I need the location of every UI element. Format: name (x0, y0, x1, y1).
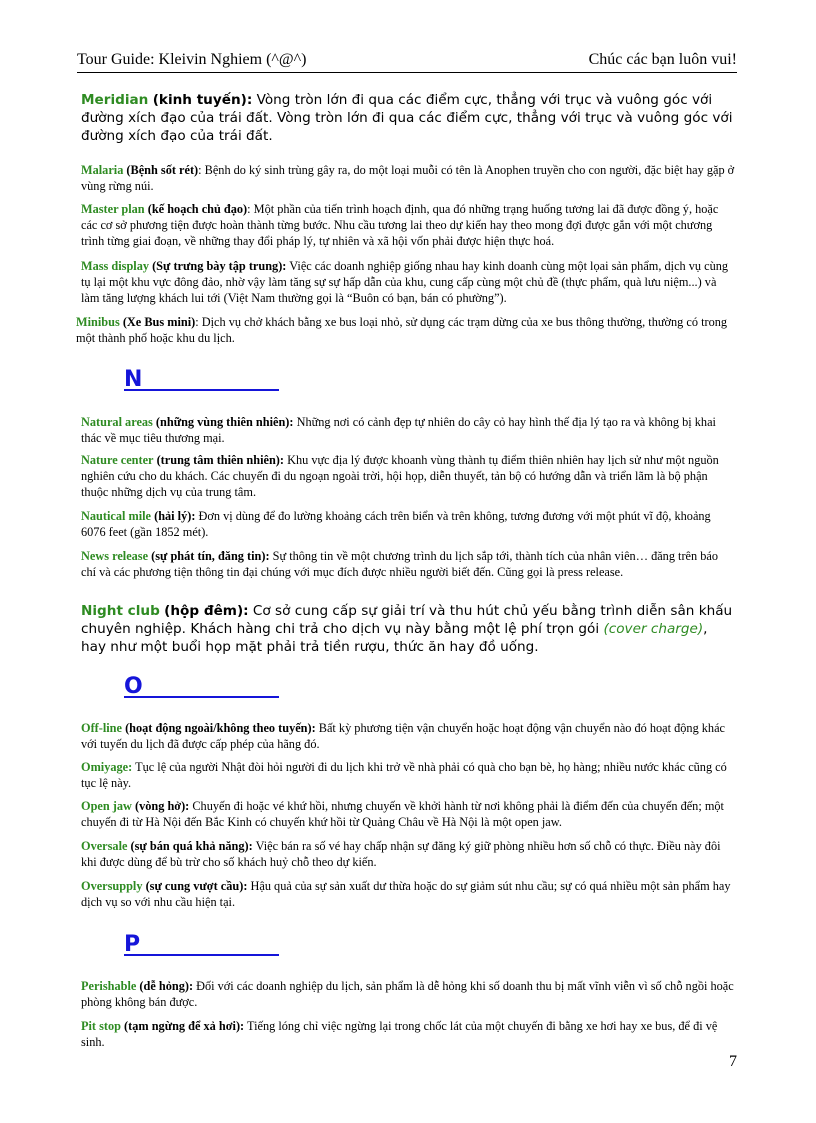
entry-translation: (sự phát tín, đăng tin): (151, 549, 270, 563)
glossary-entry-perishable (81, 978, 736, 1010)
entry-term: Mass display (81, 259, 149, 273)
entry-term: Oversale (81, 839, 128, 853)
glossary-entry-nautical-mile (81, 508, 736, 540)
glossary-entry-omiyage (81, 759, 736, 791)
glossary-entry-open-jaw (81, 798, 736, 830)
entry-term: Pit stop (81, 1019, 121, 1033)
entry-term: Master plan (81, 202, 145, 216)
section-heading-o (124, 676, 279, 698)
glossary-entry-meridian (81, 91, 736, 145)
entry-definition: : Dịch vụ chở khách bằng xe bus loại nhỏ, sử dụng các trạm dừng của xe bus thông thường, thường có trong một thành phố hoặc khu du lịch. (76, 315, 728, 345)
entry-definition: Đơn vị dùng để đo lường khoảng cách trên biển và trên không, tương đương với một phút vĩ độ, khoảng 6076 feet (gần 1852 mét). (81, 509, 711, 539)
entry-definition: Những nơi có cảnh đẹp tự nhiên do cây cỏ hay hình thế địa lý tạo ra và không bị khai thác về mục tiêu thương mại. (81, 415, 716, 445)
glossary-entry-nature-center (81, 452, 736, 500)
entry-definition: Việc bán ra số vé hay chấp nhận sự đăng ký giữ phòng nhiều hơn số chỗ có thực. Điều này đôi khi được dùng để bù trừ cho số khách huỷ chỗ theo dự kiến. (81, 839, 721, 869)
entry-italic-note: (cover charge) (603, 621, 704, 637)
entry-term: Open jaw (81, 799, 132, 813)
section-heading-n (124, 369, 279, 391)
entry-term: Minibus (76, 315, 120, 329)
section-heading-p (124, 934, 279, 956)
entry-definition: Hậu quả của sự sản xuất dư thừa hoặc do sự giảm sút nhu cầu; sự có quá nhiều một sản phẩm hay dịch vụ so với nhu cầu hiện tại. (81, 879, 731, 909)
glossary-entry-oversale (81, 838, 736, 870)
entry-definition: Cơ sở cung cấp sự giải trí và thu hút chủ yếu bằng trình diễn sân khấu chuyên nghiệp. Khách hàng chi trả cho dịch vụ này bằng một lệ phí trọn gói (81, 603, 733, 637)
entry-term: Natural areas (81, 415, 153, 429)
entry-definition: Vòng tròn lớn đi qua các điểm cực, thẳng với trục và vuông góc với đường xích đạo của trái đất. Vòng tròn lớn đi qua các điểm cực, thẳng với trục và vuông góc với đường xích đạo của trái đất. (81, 92, 733, 144)
entry-translation: (kế hoạch chủ đạo) (147, 202, 248, 216)
entry-term: Meridian (81, 92, 149, 108)
glossary-entry-master-plan (81, 201, 736, 249)
entry-definition: Khu vực địa lý được khoanh vùng thành tụ điểm thiên nhiên hay lịch sử như một nguồn nghiên cứu cho du khách. Các chuyến đi du ngoạn ngoài trời, hội họp, diễn thuyết, tản bộ có hướng dẫn và triển lãm là bộ phận thuộc những dịch vụ của trung tâm. (81, 453, 719, 499)
entry-definition: Sự thông tin về một chương trình du lịch sắp tới, thành tích của nhân viên… đăng trên báo chí và các phương tiện thông tin đại chúng với mục đích được nhiều người biết đến. Cũng gọi là press release. (81, 549, 718, 579)
entry-definition: : Một phần của tiến trình hoạch định, qua đó những trạng huống tương lai đã được đồng ý, hoặc các cơ sở phương tiện được hoàn thành từng bước. Nhu cầu tương lai theo dự kiến hay theo mong đợi được gắn với một chương trình từng giai đoạn, về những thay đổi pháp lý, tự nhiên và xã hội vốn phải được hiện thực hoá. (81, 202, 719, 248)
glossary-entry-off-line (81, 720, 736, 752)
entry-definition-cont: , hay như một buổi họp mặt phải trả tiền rượu, thức ăn hay đồ uống. (81, 621, 708, 655)
entry-translation: (sự cung vượt cầu): (145, 879, 248, 893)
entry-term: Nature center (81, 453, 154, 467)
page-number: 7 (729, 1053, 737, 1070)
entry-definition: Tiếng lóng chỉ việc ngừng lại trong chốc lát của một chuyến đi bằng xe hơi hay xe bus, để đi vệ sinh. (81, 1019, 718, 1049)
glossary-entry-news-release (81, 548, 736, 580)
glossary-entry-pit-stop (81, 1018, 736, 1050)
section-letter: N (124, 367, 143, 392)
glossary-entry-minibus (76, 314, 738, 346)
entry-translation: (Bệnh sốt rét) (126, 163, 199, 177)
entry-translation: (sự bán quá khả năng): (130, 839, 253, 853)
entry-definition: Tục lệ của người Nhật đòi hỏi người đi du lịch khi trở về nhà phải có quà cho bạn bè, họ hàng; nhiều nước khác cũng có tục lệ này. (81, 760, 727, 790)
entry-term: Nautical mile (81, 509, 152, 523)
entry-translation: (Xe Bus mini) (122, 315, 196, 329)
entry-definition: Chuyến đi hoặc vé khứ hồi, nhưng chuyến về khởi hành từ nơi không phải là điểm đến của chuyến đến; một chuyến đi từ Hà Nội đến Bắc Kinh có chuyến khứ hồi từ Quảng Châu về Hà Nội là một open jaw. (81, 799, 724, 829)
glossary-entry-natural-areas (81, 414, 736, 446)
entry-translation: (Sự trưng bày tập trung): (152, 259, 287, 273)
glossary-entry-night-club (81, 602, 736, 656)
glossary-entry-malaria (81, 162, 736, 194)
glossary-entry-mass-display (81, 258, 736, 306)
entry-translation: (hải lý): (154, 509, 196, 523)
entry-term: Off-line (81, 721, 122, 735)
entry-term: Omiyage: (81, 760, 133, 774)
entry-term: Perishable (81, 979, 137, 993)
entry-translation: (vòng hở): (134, 799, 190, 813)
entry-translation: (hoạt động ngoài/không theo tuyến): (125, 721, 316, 735)
section-letter: P (124, 932, 141, 957)
entry-translation: (trung tâm thiên nhiên): (156, 453, 284, 467)
section-letter: O (124, 674, 143, 699)
page-header (77, 50, 737, 73)
entry-translation: (hộp đêm): (164, 603, 249, 619)
entry-definition: : Bệnh do ký sinh trùng gây ra, do một loại muỗi có tên là Anophen truyền cho con người, đặc biệt hay gặp ở vùng rừng núi. (81, 163, 735, 193)
entry-translation: (dễ hỏng): (139, 979, 194, 993)
header-right-slogan: Chúc các bạn luôn vui! (588, 51, 737, 68)
header-left-title: Tour Guide: Kleivin Nghiem (^@^) (77, 51, 307, 68)
entry-definition: Bất kỳ phương tiện vận chuyển hoặc hoạt động vận chuyển nào đó hoạt động khác với tuyến du lịch đã được cấp phép của hãng đó. (81, 721, 726, 751)
entry-translation: (những vùng thiên nhiên): (155, 415, 294, 429)
entry-term: Night club (81, 603, 160, 619)
entry-term: News release (81, 549, 149, 563)
entry-term: Malaria (81, 163, 124, 177)
entry-translation: (tạm ngừng để xả hơi): (124, 1019, 245, 1033)
glossary-entry-oversupply (81, 878, 736, 910)
entry-definition: Đối với các doanh nghiệp du lịch, sản phẩm là dễ hỏng khi số doanh thu bị mất vĩnh viễn vì số chỗ ngồi hoặc phòng không bán được. (81, 979, 734, 1009)
entry-translation: (kinh tuyến): (152, 92, 253, 108)
entry-definition: Việc các doanh nghiệp giống nhau hay kinh doanh cùng một lọai sản phẩm, dịch vụ cùng tụ lại một khu vực đông đảo, nhờ vậy làm tăng sự sự hấp dẫn của khu, cung cấp cùng một chủ đề (thực phẩm, quà lưu niệm...) và làm tăng lượng khách lui tới (Việt Nam thường gọi là “Buôn có bạn, bán có phường”). (81, 259, 729, 305)
entry-term: Oversupply (81, 879, 143, 893)
